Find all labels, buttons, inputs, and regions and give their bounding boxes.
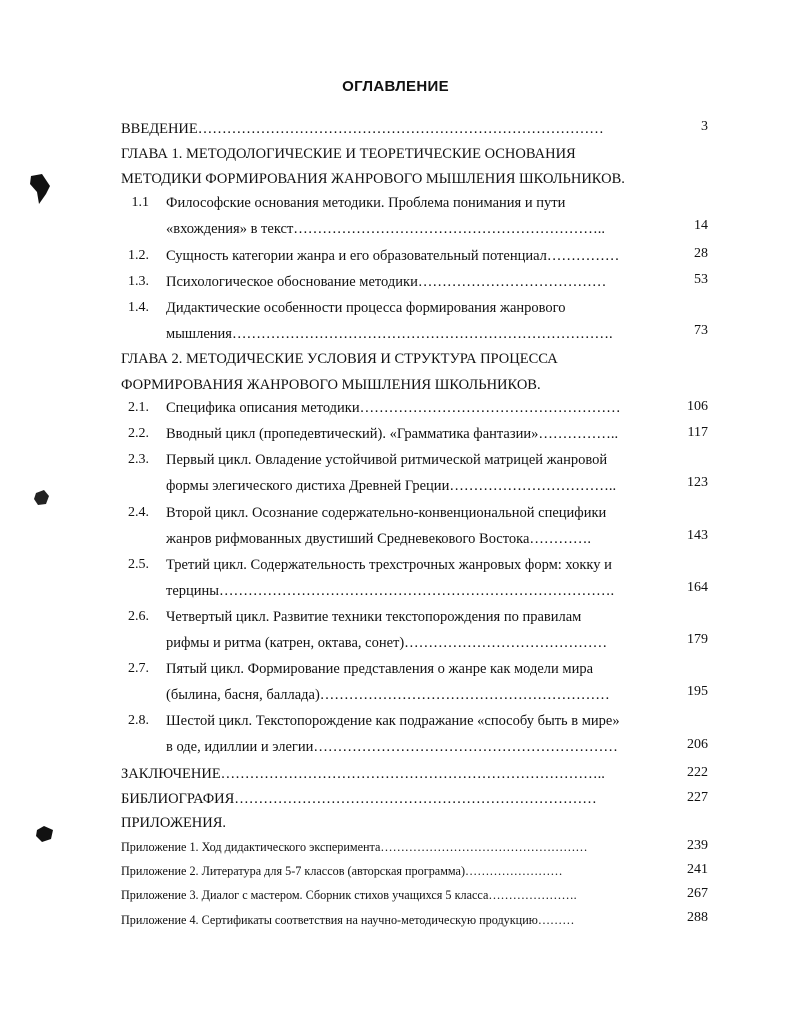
toc-page-number: 267 — [687, 886, 708, 901]
toc-section-2-2: Вводный цикл (пропедевтический). «Грамматика фантазии»…………….. — [166, 426, 619, 442]
toc-section-2-8-line1: Шестой цикл. Текстопорождение как подражание «способу быть в мире» — [166, 713, 620, 729]
toc-appendix-2: Приложение 2. Литература для 5-7 классов (авторская программа)…………………… — [121, 864, 563, 878]
toc-page-number: 3 — [701, 119, 708, 134]
toc-page-number: 241 — [687, 862, 708, 877]
toc-section-1-1-line1: Философские основания методики. Проблема понимания и пути — [166, 195, 566, 211]
toc-page-number: 288 — [687, 910, 708, 925]
toc-section-2-7-line2: (былина, басня, баллада)…………………………………………………… — [166, 687, 610, 703]
toc-page-number: 227 — [687, 790, 708, 805]
toc-page-number: 73 — [694, 323, 708, 338]
toc-page-number: 117 — [687, 425, 708, 440]
toc-chapter-1-line1: ГЛАВА 1. МЕТОДОЛОГИЧЕСКИЕ И ТЕОРЕТИЧЕСКИЕ ОСНОВАНИЯ — [121, 146, 576, 162]
toc-page-number: 179 — [687, 632, 708, 647]
toc-page-number: 53 — [694, 272, 708, 287]
toc-entry-appendices: ПРИЛОЖЕНИЯ. — [121, 815, 227, 831]
toc-section-index: 2.7. — [128, 661, 149, 676]
toc-section-2-8-line2: в оде, идиллии и элегии……………………………………………………… — [166, 739, 618, 755]
toc-page-number: 164 — [687, 580, 708, 595]
toc-section-1-1-line2: «вхождения» в текст……………………………………………………….. — [166, 221, 606, 237]
toc-appendix-1: Приложение 1. Ход дидактического эксперимента…………………………………………… — [121, 840, 588, 854]
toc-section-index: 2.4. — [128, 505, 149, 520]
toc-section-index: 2.2. — [128, 426, 149, 441]
toc-section-index: 1.4. — [128, 300, 149, 315]
page-title: ОГЛАВЛЕНИЕ — [342, 78, 449, 95]
toc-page-number: 123 — [687, 475, 708, 490]
toc-section-index: 2.3. — [128, 452, 149, 467]
toc-section-2-3-line1: Первый цикл. Овладение устойчивой ритмической матрицей жанровой — [166, 452, 608, 468]
toc-section-2-3-line2: формы элегического дистиха Древней Греции…………………………….. — [166, 478, 617, 494]
toc-appendix-3: Приложение 3. Диалог с мастером. Сборник стихов учащихся 5 класса…………………. — [121, 888, 577, 902]
toc-section-1-4-line2: мышления……………………………………………………………………. — [166, 326, 613, 342]
toc-section-1-3: Психологическое обоснование методики………………………………… — [166, 274, 607, 290]
toc-entry-conclusion: ЗАКЛЮЧЕНИЕ…………………………………………………………………….. — [121, 766, 605, 782]
toc-section-2-1: Специфика описания методики……………………………………………… — [166, 400, 621, 416]
toc-chapter-1-line2: МЕТОДИКИ ФОРМИРОВАНИЯ ЖАНРОВОГО МЫШЛЕНИЯ ШКОЛЬНИКОВ. — [121, 171, 625, 187]
toc-chapter-2-line1: ГЛАВА 2. МЕТОДИЧЕСКИЕ УСЛОВИЯ И СТРУКТУРА ПРОЦЕССА — [121, 351, 558, 367]
toc-section-2-4-line1: Второй цикл. Осознание содержательно-конвенциональной специфики — [166, 505, 607, 521]
toc-page-number: 14 — [694, 218, 708, 233]
toc-section-2-4-line2: жанров рифмованных двустиший Средневекового Востока…………. — [166, 531, 592, 547]
toc-section-index: 2.1. — [128, 400, 149, 415]
toc-entry-introduction: ВВЕДЕНИЕ………………………………………………………………………… — [121, 121, 604, 137]
toc-page-number: 206 — [687, 737, 708, 752]
toc-section-index: 1.1 — [131, 195, 149, 210]
scan-speck-decoration — [34, 824, 56, 844]
toc-section-index: 2.6. — [128, 609, 149, 624]
scan-speck-decoration — [28, 172, 54, 208]
toc-section-index: 2.5. — [128, 557, 149, 572]
toc-chapter-2-line2: ФОРМИРОВАНИЯ ЖАНРОВОГО МЫШЛЕНИЯ ШКОЛЬНИКОВ. — [121, 377, 541, 393]
toc-page-number: 143 — [687, 528, 708, 543]
toc-page-number: 195 — [687, 684, 708, 699]
toc-section-1-4-line1: Дидактические особенности процесса формирования жанрового — [166, 300, 566, 316]
toc-appendix-4: Приложение 4. Сертификаты соответствия на научно-методическую продукцию……… — [121, 913, 575, 927]
toc-entry-bibliography: БИБЛИОГРАФИЯ………………………………………………………………… — [121, 791, 597, 807]
scan-speck-decoration — [32, 488, 52, 508]
toc-section-index: 1.2. — [128, 248, 149, 263]
toc-section-2-6-line1: Четвертый цикл. Развитие техники текстопорождения по правилам — [166, 609, 582, 625]
toc-section-2-5-line1: Третий цикл. Содержательность трехстрочных жанровых форм: хокку и — [166, 557, 612, 573]
toc-section-index: 1.3. — [128, 274, 149, 289]
toc-section-2-6-line2: рифмы и ритма (катрен, октава, сонет)…………………………………… — [166, 635, 608, 651]
toc-section-index: 2.8. — [128, 713, 149, 728]
toc-section-2-7-line1: Пятый цикл. Формирование представления о жанре как модели мира — [166, 661, 594, 677]
toc-section-2-5-line2: терцины………………………………………………………………………. — [166, 583, 615, 599]
toc-page-number: 222 — [687, 765, 708, 780]
toc-page-number: 28 — [694, 246, 708, 261]
toc-page-number: 106 — [687, 399, 708, 414]
toc-page-number: 239 — [687, 838, 708, 853]
toc-section-1-2: Сущность категории жанра и его образовательный потенциал…………… — [166, 248, 620, 264]
